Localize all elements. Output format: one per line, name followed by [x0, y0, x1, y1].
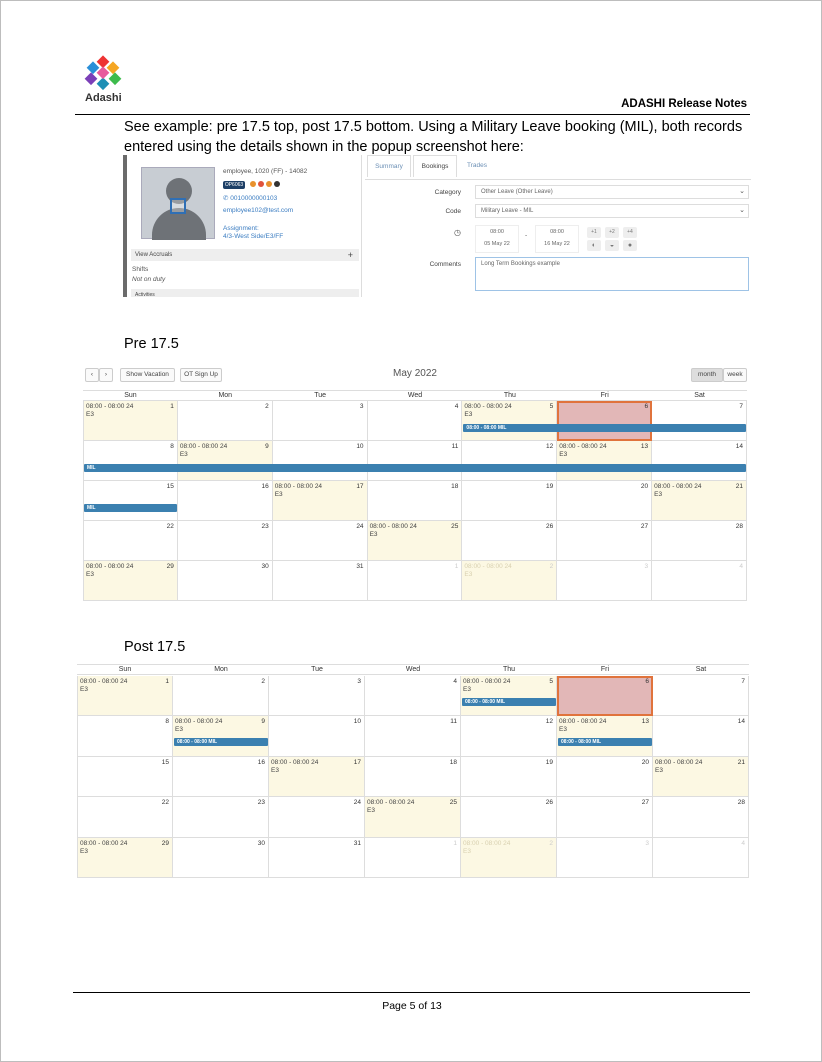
calendar-day-cell[interactable]: [557, 757, 653, 797]
shift-entry[interactable]: [463, 840, 510, 856]
intro-paragraph: See example: pre 17.5 top, post 17.5 bottom. Using a Military Leave booking (MIL), both records entered using the details shown in the popup screenshot here:: [124, 119, 743, 155]
day-number: 6: [644, 403, 649, 410]
weekday-tue: Tue: [314, 392, 327, 399]
day-number: 12: [545, 718, 553, 726]
day-number: 25: [449, 799, 457, 807]
day-number: 3: [645, 839, 649, 847]
day-number: 15: [166, 483, 174, 490]
shift-entry[interactable]: [80, 840, 127, 856]
day-number: 18: [451, 483, 459, 490]
day-number: 9: [261, 718, 265, 726]
shift-entry[interactable]: [275, 483, 322, 499]
day-number: 5: [549, 678, 553, 685]
shift-time: 08:00 - 08:00 24: [274, 483, 323, 490]
calendar-day-cell[interactable]: [653, 797, 749, 837]
calendar-day-cell[interactable]: [365, 797, 461, 837]
day-number: 20: [640, 483, 649, 490]
page-number: Page 5 of 13: [382, 1000, 442, 1012]
mil-booking-bar[interactable]: 08:00 - 08:00 MIL: [462, 698, 556, 706]
start-time: 08:00: [490, 229, 504, 235]
shift-time: 08:00 - 08:00 24: [559, 443, 607, 450]
weekday-sun: Sun: [118, 666, 132, 673]
employee-avatar: [141, 167, 215, 239]
shift-entry[interactable]: [559, 718, 606, 734]
weekday-thu: Thu: [503, 392, 516, 399]
calendar-day-cell[interactable]: [557, 521, 652, 561]
shift-entry[interactable]: [271, 759, 318, 775]
shift-time: 08:00 - 08:00 24: [655, 758, 703, 766]
calendar-day-cell[interactable]: [77, 757, 173, 797]
calendar-day-cell[interactable]: [653, 838, 749, 878]
calendar-day-cell[interactable]: [652, 441, 747, 481]
calendar-day-cell[interactable]: [83, 521, 178, 561]
day-number: 31: [353, 839, 361, 847]
post-weekday-header: [77, 664, 749, 675]
status-dot-icon: [250, 181, 256, 187]
code-value: Military Leave - MIL: [481, 208, 534, 214]
calendar-day-cell[interactable]: [273, 561, 368, 601]
calendar-day-cell[interactable]: [461, 838, 557, 878]
shift-time: 08:00 - 08:00 24: [464, 563, 512, 570]
shift-entry[interactable]: [654, 483, 701, 499]
calendar-day-cell[interactable]: [557, 676, 653, 716]
calendar-day-cell[interactable]: [461, 757, 557, 797]
comments-textarea[interactable]: Long Term Bookings example: [475, 257, 749, 291]
day-number: 19: [546, 483, 554, 490]
day-number: 10: [356, 443, 364, 450]
day-number: 23: [257, 799, 265, 807]
calendar-day-cell[interactable]: [173, 797, 269, 837]
day-number: 19: [545, 758, 553, 766]
day-number: 17: [353, 758, 361, 766]
tab-summary[interactable]: Summary: [367, 155, 411, 177]
calendar-day-cell[interactable]: [83, 441, 178, 481]
day-number: 25: [451, 523, 459, 530]
calendar-day-cell[interactable]: [653, 716, 749, 756]
day-number: 2: [549, 563, 554, 570]
weekday-mon: Mon: [218, 392, 233, 399]
shift-unit: E3: [80, 686, 88, 693]
calendar-day-cell[interactable]: [557, 716, 653, 756]
shift-time: 08:00 - 08:00 24: [559, 718, 607, 726]
shift-unit: E3: [86, 571, 94, 578]
document-header-title: ADASHI Release Notes: [621, 98, 747, 110]
calendar-day-cell[interactable]: [462, 401, 557, 441]
calendar-day-cell[interactable]: [461, 797, 557, 837]
day-number: 16: [261, 483, 269, 490]
day-number: 29: [166, 563, 174, 570]
shift-time: 08:00 - 08:00 24: [179, 443, 228, 450]
shift-time: 08:00 - 08:00 24: [86, 563, 134, 570]
shift-unit: E3: [655, 766, 663, 774]
calendar-day-cell[interactable]: [557, 401, 652, 441]
view-accruals-label: View Accruals: [135, 252, 173, 258]
mil-booking-bar[interactable]: 08:00 - 08:00 MIL: [174, 738, 268, 746]
end-datetime[interactable]: [535, 225, 579, 253]
show-vacation-button[interactable]: Show Vacation: [120, 368, 175, 382]
day-number: 8: [165, 718, 169, 726]
shift-entry[interactable]: [464, 403, 511, 419]
shift-entry[interactable]: [464, 563, 511, 579]
day-number: 11: [451, 443, 459, 450]
calendar-day-cell[interactable]: [178, 401, 273, 441]
status-dot-icon: [258, 181, 264, 187]
shift-entry[interactable]: [80, 678, 127, 694]
popup-left-edge: [123, 155, 127, 297]
day-number: 17: [356, 483, 364, 490]
calendar-day-cell[interactable]: [557, 797, 653, 837]
range-dash: -: [525, 232, 528, 239]
half-circle-icon[interactable]: ◐: [587, 240, 601, 251]
day-number: 3: [357, 678, 361, 685]
pre-month-grid: [83, 401, 747, 601]
shift-time: 08:00 - 08:00 24: [86, 403, 134, 410]
calendar-day-cell[interactable]: [178, 561, 273, 601]
chevron-down-icon: ⌄: [739, 207, 745, 214]
shift-unit: E3: [369, 531, 378, 538]
category-value: Other Leave (Other Leave): [481, 189, 553, 195]
day-number: 30: [261, 563, 269, 570]
phone-icon: ✆: [223, 195, 231, 202]
day-number: 28: [735, 523, 743, 530]
shift-time: 08:00 - 08:00 24: [80, 839, 128, 847]
end-date: 16 May 22: [544, 241, 570, 247]
add-2-button[interactable]: +2: [605, 227, 619, 238]
logo-text: Adashi: [85, 92, 122, 104]
phone-number: 0010000000103: [230, 195, 278, 202]
day-number: 21: [735, 483, 743, 490]
category-select[interactable]: [475, 185, 749, 199]
shift-unit: E3: [559, 451, 568, 458]
calendar-day-cell[interactable]: [462, 441, 557, 481]
full-circle-icon[interactable]: ●: [623, 240, 637, 251]
day-number: 7: [739, 403, 743, 410]
tab-bookings[interactable]: Bookings: [413, 155, 457, 177]
calendar-day-cell[interactable]: [368, 401, 463, 441]
calendar-day-cell[interactable]: [269, 676, 365, 716]
shifts-label: Shifts: [132, 266, 149, 273]
shift-time: 08:00 - 08:00 24: [271, 758, 319, 766]
calendar-day-cell[interactable]: [652, 561, 747, 601]
employee-name: employee, 1020 (FF) - 14082: [223, 168, 308, 175]
edit-photo-icon[interactable]: [170, 198, 186, 214]
weekday-mon: Mon: [214, 666, 228, 673]
shift-entry[interactable]: [86, 403, 133, 419]
weekday-wed: Wed: [405, 666, 421, 673]
calendar-day-cell[interactable]: [462, 481, 557, 521]
weekday-sat: Sat: [694, 392, 705, 399]
code-select[interactable]: [475, 204, 749, 218]
day-number: 24: [356, 523, 364, 530]
calendar-day-cell[interactable]: [77, 797, 173, 837]
shift-entry[interactable]: [463, 678, 510, 694]
calendar-day-cell[interactable]: [368, 561, 463, 601]
day-number: 7: [741, 678, 745, 685]
day-number: 4: [453, 678, 457, 685]
weekday-wed: Wed: [407, 392, 423, 399]
day-number: 27: [641, 799, 649, 807]
day-number: 2: [261, 678, 265, 685]
calendar-day-cell[interactable]: [557, 481, 652, 521]
shift-time: 08:00 - 08:00 24: [80, 678, 128, 685]
shift-unit: E3: [654, 491, 663, 498]
phone-link[interactable]: [223, 194, 277, 202]
category-label: Category: [434, 189, 461, 196]
shift-unit: E3: [274, 491, 283, 498]
status-dot-icon: [266, 181, 272, 187]
shift-unit: E3: [463, 847, 471, 855]
day-number: 31: [356, 563, 364, 570]
day-number: 10: [353, 718, 361, 726]
day-number: 4: [741, 839, 745, 847]
half-circle-bottom-icon[interactable]: ◒: [605, 240, 619, 251]
calendar-title: May 2022: [393, 368, 437, 379]
calendar-day-cell[interactable]: [368, 481, 463, 521]
month-view-button[interactable]: month: [691, 368, 723, 382]
mil-booking-bar[interactable]: 08:00 - 08:00 MIL: [558, 738, 652, 746]
day-number: 4: [454, 403, 459, 410]
calendar-day-cell[interactable]: [269, 797, 365, 837]
assignment-value[interactable]: 4/3-West Side/E3/FF: [223, 233, 284, 240]
calendar-day-cell[interactable]: [273, 521, 368, 561]
day-number: 5: [549, 403, 554, 410]
shift-unit: E3: [86, 411, 94, 418]
code-label: Code: [445, 208, 461, 215]
mil-booking-bar[interactable]: 08:00 - 08:00 MIL: [463, 424, 746, 432]
calendar-day-cell[interactable]: [557, 441, 652, 481]
calendar-day-cell[interactable]: [178, 521, 273, 561]
calendar-day-cell[interactable]: [77, 716, 173, 756]
day-number: 3: [359, 403, 364, 410]
calendar-day-cell[interactable]: [173, 838, 269, 878]
calendar-day-cell[interactable]: [368, 441, 463, 481]
shift-entry[interactable]: [655, 759, 702, 775]
day-number: 22: [161, 799, 169, 807]
day-number: 26: [546, 523, 554, 530]
calendar-day-cell[interactable]: [269, 716, 365, 756]
day-number: 8: [170, 443, 174, 450]
add-1-button[interactable]: +1: [587, 227, 601, 238]
calendar-day-cell[interactable]: [77, 838, 173, 878]
day-number: 29: [161, 839, 169, 847]
day-number: 11: [450, 718, 457, 726]
assignment-label: Assignment:: [223, 225, 259, 232]
calendar-day-cell[interactable]: [365, 716, 461, 756]
activities-section[interactable]: Activities: [131, 289, 359, 297]
day-number: 9: [265, 443, 269, 450]
chevron-down-icon: ⌄: [739, 188, 745, 195]
calendar-day-cell[interactable]: [652, 521, 747, 561]
shift-time: 08:00 - 08:00 24: [654, 483, 702, 490]
booking-popup-screenshot: [123, 155, 751, 297]
tab-trades[interactable]: Trades: [459, 155, 495, 177]
shift-unit: E3: [367, 807, 375, 815]
clock-icon: ◷: [454, 228, 461, 237]
day-number: 1: [170, 403, 174, 410]
view-accruals-section[interactable]: [131, 249, 359, 261]
day-number: 24: [353, 799, 361, 807]
shift-entry[interactable]: [559, 443, 606, 459]
calendar-day-cell[interactable]: [462, 561, 557, 601]
email-link[interactable]: employee102@test.com: [223, 207, 294, 214]
calendar-day-cell[interactable]: [462, 521, 557, 561]
weekday-fri: Fri: [600, 666, 610, 673]
calendar-day-cell[interactable]: [368, 521, 463, 561]
calendar-day-cell[interactable]: [273, 481, 368, 521]
popup-divider: [361, 155, 362, 297]
shift-unit: E3: [271, 766, 279, 774]
shift-entry[interactable]: [367, 799, 414, 815]
day-number: 20: [641, 758, 649, 766]
shift-time: 08:00 - 08:00 24: [464, 403, 512, 410]
mil-booking-bar[interactable]: MIL: [84, 464, 746, 472]
shift-time: 08:00 - 08:00 24: [367, 799, 415, 807]
week-view-button[interactable]: week: [723, 368, 747, 382]
footer-divider: [73, 992, 750, 993]
shift-time: 08:00 - 08:00 24: [463, 678, 511, 685]
calendar-day-cell[interactable]: [461, 716, 557, 756]
shift-unit: E3: [179, 451, 188, 458]
day-number: 14: [735, 443, 743, 450]
shift-time: 08:00 - 08:00 24: [369, 523, 417, 530]
calendar-day-cell[interactable]: [653, 676, 749, 716]
day-number: 28: [737, 799, 745, 807]
pre-caption: Pre 17.5: [124, 336, 179, 352]
shift-entry[interactable]: [370, 523, 417, 539]
add-4-button[interactable]: +4: [623, 227, 637, 238]
shift-unit: E3: [175, 726, 183, 734]
weekday-tue: Tue: [311, 666, 323, 673]
calendar-day-cell[interactable]: [178, 481, 273, 521]
weekday-thu: Thu: [502, 666, 516, 673]
shift-time: 08:00 - 08:00 24: [463, 839, 511, 847]
shift-unit: E3: [559, 726, 567, 734]
calendar-day-cell[interactable]: [461, 676, 557, 716]
weekday-sat: Sat: [695, 666, 707, 673]
shift-unit: E3: [464, 571, 473, 578]
tab-underline: [365, 179, 751, 180]
day-number: 14: [737, 718, 745, 726]
day-number: 15: [161, 758, 169, 766]
day-number: 30: [257, 839, 265, 847]
calendar-day-cell[interactable]: [365, 676, 461, 716]
start-date: 05 May 22: [484, 241, 510, 247]
calendar-day-cell[interactable]: [83, 401, 178, 441]
shift-entry[interactable]: [86, 563, 133, 579]
calendar-day-cell[interactable]: [557, 838, 653, 878]
day-number: 26: [545, 799, 553, 807]
calendar-day-cell[interactable]: [557, 561, 652, 601]
calendar-day-cell[interactable]: [273, 441, 368, 481]
shift-unit: E3: [463, 686, 471, 693]
calendar-day-cell[interactable]: [269, 838, 365, 878]
header-divider: [75, 114, 750, 115]
day-number: 16: [257, 758, 265, 766]
calendar-day-cell[interactable]: [652, 401, 747, 441]
calendar-day-cell[interactable]: [365, 757, 461, 797]
day-number: 18: [449, 758, 457, 766]
mil-booking-bar[interactable]: MIL: [84, 504, 177, 512]
day-number: 12: [546, 443, 554, 450]
day-number: 6: [645, 678, 649, 685]
day-number: 13: [641, 718, 649, 726]
shift-entry[interactable]: [175, 718, 222, 734]
calendar-day-cell[interactable]: [173, 757, 269, 797]
prev-month-button[interactable]: ‹: [85, 368, 99, 382]
shift-unit: E3: [464, 411, 473, 418]
post-month-grid: [77, 676, 745, 878]
post-caption: Post 17.5: [124, 639, 186, 655]
calendar-day-cell[interactable]: [83, 481, 178, 521]
shift-unit: E3: [80, 847, 88, 855]
calendar-day-cell[interactable]: [653, 757, 749, 797]
calendar-day-cell[interactable]: [77, 676, 173, 716]
shifts-value: Not on duty: [132, 276, 166, 283]
status-dot-icon: [274, 181, 280, 187]
next-month-button[interactable]: ›: [99, 368, 113, 382]
shift-time: 08:00 - 08:00 24: [175, 718, 223, 726]
day-number: 1: [165, 678, 169, 685]
day-number: 1: [453, 839, 457, 847]
shift-entry[interactable]: [180, 443, 227, 459]
day-number: 22: [166, 523, 174, 530]
calendar-day-cell[interactable]: [365, 838, 461, 878]
comments-label: Comments: [429, 261, 461, 268]
day-number: 3: [644, 563, 649, 570]
start-datetime[interactable]: [475, 225, 519, 253]
day-number: 2: [265, 403, 269, 410]
weekday-fri: Fri: [600, 392, 609, 399]
end-time: 08:00: [550, 229, 564, 235]
calendar-day-cell[interactable]: [273, 401, 368, 441]
calendar-day-cell[interactable]: [269, 757, 365, 797]
calendar-day-cell[interactable]: [173, 676, 269, 716]
expand-plus-icon[interactable]: +: [347, 250, 353, 260]
weekday-sun: Sun: [124, 392, 137, 399]
calendar-day-cell[interactable]: [652, 481, 747, 521]
day-number: 4: [739, 563, 743, 570]
ot-signup-button[interactable]: OT Sign Up: [180, 368, 222, 382]
calendar-day-cell[interactable]: [83, 561, 178, 601]
day-number: 13: [640, 443, 649, 450]
calendar-day-cell[interactable]: [173, 716, 269, 756]
calendar-day-cell[interactable]: [178, 441, 273, 481]
day-number: 1: [454, 563, 459, 570]
day-number: 23: [261, 523, 269, 530]
pre-weekday-header: [83, 390, 747, 401]
day-number: 2: [549, 839, 553, 847]
day-number: 27: [640, 523, 649, 530]
employee-badge: OP6063: [224, 182, 244, 188]
day-number: 21: [737, 758, 745, 766]
